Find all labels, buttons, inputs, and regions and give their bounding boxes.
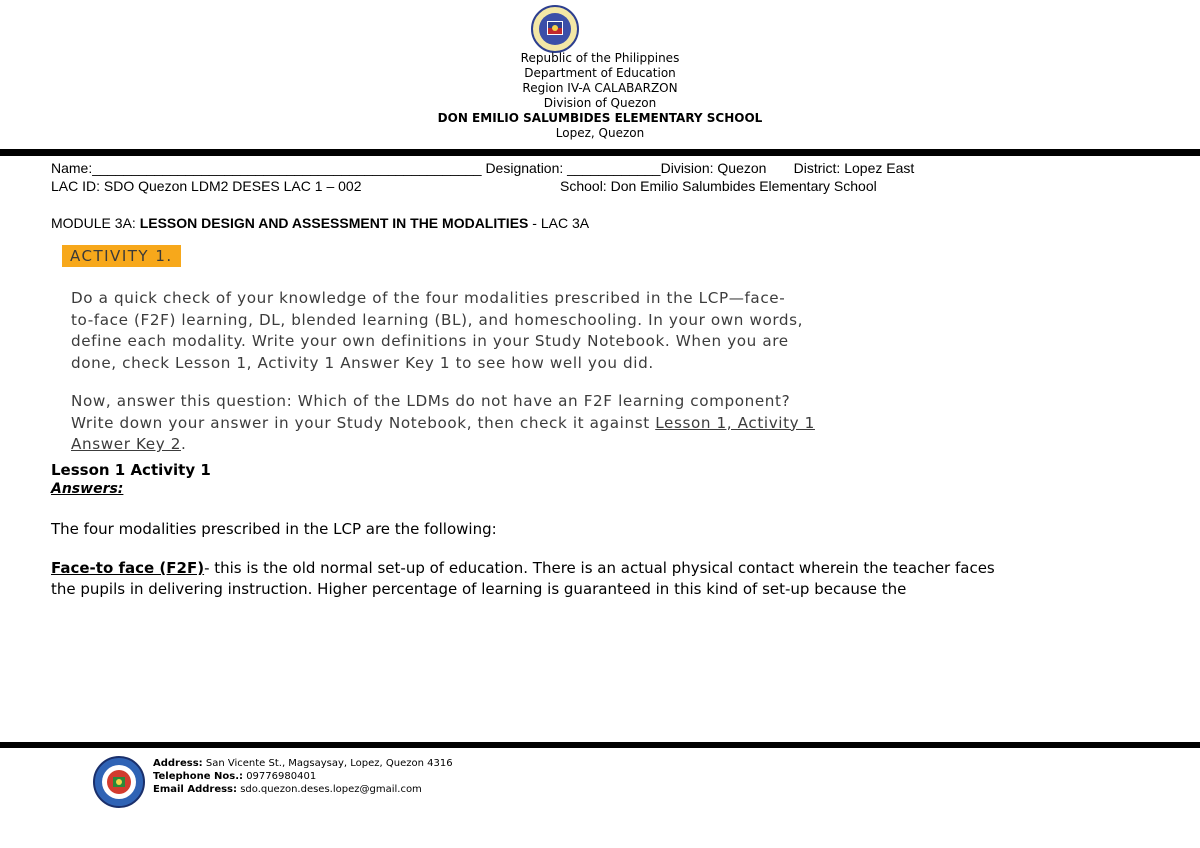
lac-id-field: LAC ID: SDO Quezon LDM2 DESES LAC 1 – 002 xyxy=(51,178,362,194)
header-republic: Republic of the Philippines xyxy=(520,51,680,65)
module-name: LESSON DESIGN AND ASSESSMENT IN THE MODALITIES xyxy=(139,215,529,231)
f2f-line xyxy=(51,558,1171,579)
school-field: School: Don Emilio Salumbides Elementary School xyxy=(560,178,877,194)
school-seal xyxy=(92,755,146,809)
lesson-link[interactable]: Lesson 1, Activity 1 xyxy=(655,413,815,432)
activity-line xyxy=(71,413,1031,435)
phone-label: Telephone Nos.: xyxy=(153,771,244,782)
footer-rule xyxy=(0,742,1200,748)
name-blank[interactable]: __________________________________________________ xyxy=(92,160,482,176)
module-title xyxy=(51,215,589,231)
answer-key-link[interactable]: Answer Key 2 xyxy=(71,435,181,453)
activity-line: define each modality. Write your own definitions in your Study Notebook. When you are xyxy=(71,332,789,350)
name-line xyxy=(51,160,914,177)
footer-info xyxy=(153,757,453,796)
email-label: Email Address: xyxy=(153,784,238,795)
header-block xyxy=(0,51,1200,141)
footer-phone xyxy=(153,770,453,783)
header-rule xyxy=(0,149,1200,156)
header-school: DON EMILIO SALUMBIDES ELEMENTARY SCHOOL xyxy=(437,111,763,125)
answers-label: Answers: xyxy=(51,481,124,497)
header-department: Department of Education xyxy=(524,66,676,80)
activity-line: done, check Lesson 1, Activity 1 Answer Key 1 to see how well you did. xyxy=(71,353,654,372)
designation-label: Designation: xyxy=(485,160,564,176)
email-value[interactable]: sdo.quezon.deses.lopez@gmail.com xyxy=(237,784,422,795)
activity-question xyxy=(71,391,1031,456)
activity-line-text: Write down your answer in your Study Notebook, then check it against xyxy=(71,413,656,432)
f2f-paragraph xyxy=(51,558,1171,600)
header-region: Region IV-A CALABARZON xyxy=(522,81,678,95)
f2f-line: the pupils in delivering instruction. Higher percentage of learning is guaranteed in this kind of set-up because the xyxy=(51,580,907,598)
division-field: Division: Quezon xyxy=(660,160,767,176)
footer-email xyxy=(153,783,453,796)
deped-seal xyxy=(527,4,583,54)
f2f-text: - this is the old normal set-up of education. There is an actual physical contact wherein the teacher faces xyxy=(204,559,995,577)
activity-line-text: . xyxy=(181,435,187,453)
activity-line xyxy=(71,434,1031,456)
module-prefix: MODULE 3A: xyxy=(51,215,140,231)
address-label: Address: xyxy=(153,758,203,769)
designation-blank[interactable]: ____________ xyxy=(567,160,661,176)
activity-line: Now, answer this question: Which of the LDMs do not have an F2F learning component? xyxy=(71,392,791,410)
address-value: San Vicente St., Magsaysay, Lopez, Quezon 4316 xyxy=(202,758,453,769)
module-suffix: - LAC 3A xyxy=(528,215,590,231)
name-label: Name: xyxy=(51,160,93,176)
activity-badge: ACTIVITY 1. xyxy=(62,245,181,267)
activity-line: to-face (F2F) learning, DL, blended learning (BL), and homeschooling. In your own words, xyxy=(71,310,804,329)
district-field: District: Lopez East xyxy=(793,160,915,176)
lesson-intro: The four modalities prescribed in the LCP are the following: xyxy=(51,520,497,538)
header-division: Division of Quezon xyxy=(543,96,657,110)
activity-line: Do a quick check of your knowledge of the four modalities prescribed in the LCP—face- xyxy=(71,289,786,307)
f2f-term: Face-to face (F2F) xyxy=(51,559,205,577)
lesson-title: Lesson 1 Activity 1 xyxy=(51,461,211,479)
activity-instructions xyxy=(71,288,1031,374)
header-location: Lopez, Quezon xyxy=(555,126,645,140)
footer-address xyxy=(153,757,453,770)
phone-value: 09776980401 xyxy=(243,771,317,782)
